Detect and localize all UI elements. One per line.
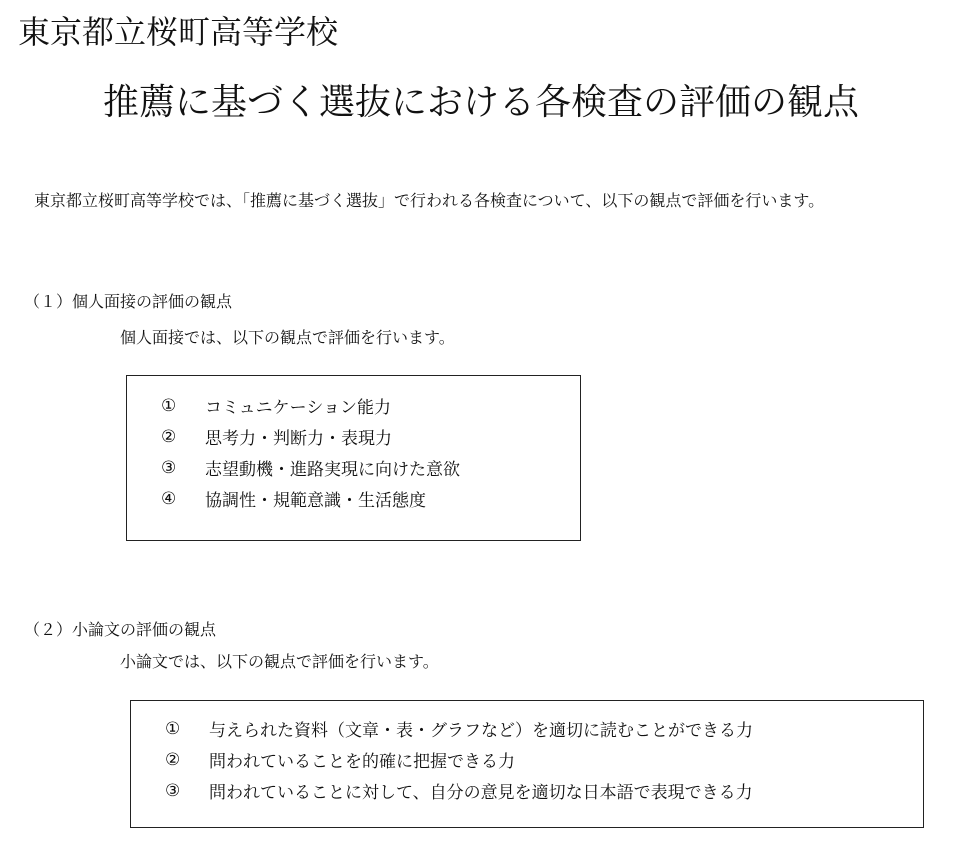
criteria-item [165, 713, 923, 744]
criteria-item [161, 483, 580, 514]
criteria-item [161, 452, 580, 483]
interview-criteria-box [126, 375, 581, 541]
criteria-number: ④ [161, 488, 177, 509]
criteria-text: 与えられた資料（文章・表・グラフなど）を適切に読むことができる力 [209, 721, 753, 741]
interview-criteria-list [161, 390, 580, 514]
criteria-item [165, 744, 923, 775]
intro-paragraph: 東京都立桜町高等学校では、「推薦に基づく選抜」で行われる各検査について、以下の観点で評価を行います。 [34, 191, 825, 210]
criteria-number: ③ [165, 780, 181, 801]
criteria-text: 協調性・規範意識・生活態度 [205, 491, 426, 511]
criteria-item [161, 421, 580, 452]
criteria-text: 志望動機・進路実現に向けた意欲 [205, 460, 460, 480]
section-1-heading: （１）個人面接の評価の観点 [24, 292, 233, 311]
criteria-number: ① [165, 718, 181, 739]
criteria-number: ② [161, 426, 177, 447]
section-1-description: 個人面接では、以下の観点で評価を行います。 [120, 328, 455, 347]
section-2-description: 小論文では、以下の観点で評価を行います。 [120, 652, 439, 671]
document-title: 推薦に基づく選抜における各検査の評価の観点 [102, 82, 859, 123]
criteria-text: 問われていることに対して、自分の意見を適切な日本語で表現できる力 [209, 783, 753, 803]
criteria-number: ① [161, 395, 177, 416]
essay-criteria-box [130, 700, 924, 828]
section-2-heading: （２）小論文の評価の観点 [24, 620, 217, 639]
essay-criteria-list [165, 713, 923, 806]
school-name: 東京都立桜町高等学校 [18, 13, 339, 51]
criteria-text: コミュニケーション能力 [205, 398, 391, 418]
criteria-text: 問われていることを的確に把握できる力 [209, 752, 515, 772]
criteria-text: 思考力・判断力・表現力 [205, 429, 392, 449]
criteria-item [161, 390, 580, 421]
criteria-number: ② [165, 749, 181, 770]
criteria-item [165, 775, 923, 806]
criteria-number: ③ [161, 457, 177, 478]
